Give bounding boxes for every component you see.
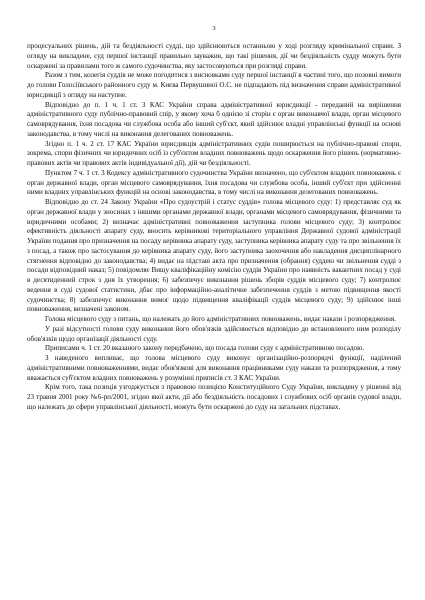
paragraph: Пунктом 7 ч. 1 ст. 3 Кодексу адміністративного судочинства України визначено, що суб'єктом владних повноважень є орган державної влади, орган місцевого самоврядування, їхня посадова чи службова особа, інший суб'єкт при здійсненні ними владних управлінських функцій на основі законодавства, в тому числі на виконання делегованих повноважень. (27, 168, 401, 197)
paragraph: Крім того, така позиція узгоджується з правовою позицією Конституційного Суду України, викладену у рішенні від 23 травня 2001 року №6-рп/2001, згідно якої акти, дії або бездіяльність посадових і службових осіб органів судової влади, що належать до сфери управлінської діяльності, можуть бути оскаржені до суду на загальних підставах. (27, 383, 401, 411)
paragraph: У разі відсутності голови суду виконання його обов'язків здійснюється відповідно до встановленого ним розподілу обов'язків щодо організації діяльності суду. (27, 324, 401, 343)
paragraph: Разом з тим, колегія суддів не може погодитися з висновками суду першої інстанції в частині того, що позовні вимоги до голови Голосіївського районного суду м. Києва Первушиної О.С. не підпадають під визначення справи адміністративної юрисдикції з огляду на наступне. (27, 71, 401, 99)
paragraph: Приписами ч. 1 ст. 20 вказаного закону передбачено, що посада голови суду є адміністративною посадою. (45, 344, 365, 353)
paragraph: Відповідно до п. 1 ч. 1 ст. 3 КАС України справа адміністративної юрисдикції - переданий на вирішення адміністративного суду публічно-правовий спір, у якому хоча б однією зі сторін є орган виконавчої влади, орган місцевого самоврядування, їхня посадова чи службова особа або інший суб'єкт, який здійснює владні управлінські функції на основі законодавства, в тому числі на виконання делегованих повноважень. (27, 100, 401, 138)
document-body (27, 42, 401, 413)
paragraph: Згідно п. 1 ч. 2 ст. 17 КАС України юрисдикція адміністративних судів поширюється на публічно-правові спори, зокрема, спори фізичних чи юридичних осіб із суб'єктом владних повноважень щодо оскарження його рішень (нормативно-правових актів чи правових актів індивідуальної дії), дій чи бездіяльності. (27, 139, 401, 167)
paragraph: Відповідно до ст. 24 Закону України «Про судоустрій і статус суддів» голова місцевого суду: 1) представляє суд як орган державної влади у зносинах з іншими органами державної влади, органами місцевого самоврядування, фізичними та юридичними особами; 2) визначає адміністративні повноваження заступника голови місцевого суду; 3) контролює ефективність діяльності апарату суду, вносить керівникові територіального управління Державної судової адміністрації України подання про призначення на посаду керівника апарату суду, заступника керівника апарату суду та про звільнення їх з посад, а також про застосування до керівника апарату суду, його заступника заохочення або накладення дисциплінарного стягнення відповідно до законодавства; 4) видає на підставі акта про призначення (обрання) суддею чи звільнення судді з посади відповідний наказ; 5) повідомляє Вищу кваліфікаційну комісію суддів України про наявність вакантних посад у суді в десятиденний строк з дня їх утворення; 6) забезпечує виконання рішень зборів суддів місцевого суду; 7) контролює ведення в суді судової статистики, дбає про інформаційно-аналітичне забезпечення суддів з метою підвищення якості судочинства; 8) забезпечує виконання вимог щодо підвищення кваліфікації суддів місцевого суду; 9) здійснює інші повноваження, визначені законом. (27, 198, 401, 314)
page-number: 3 (212, 25, 216, 32)
paragraph: З наведеного випливає, що голова місцевого суду виконує організаційно-розпорядчі функції, наділений адміністративними повноваженнями, видає обов'язкові для виконання працівниками суду накази та розпорядження, а тому вважається суб'єктом владних повноважень у розумінні приписів ст. 3 КАС України. (27, 354, 401, 382)
paragraph: процесуальних рішень, дій та бездіяльності судді, що здійснюються останньою у ході розгляду кримінальної справи. З огляду на викладене, суд першої інстанції правильно зауважив, що такі рішення, дії чи бездіяльність судду можуть бути оскаржені за правилами того ж самого судочинства, яку застосовуються при розгляді справи. (27, 42, 401, 70)
paragraph: Голова місцевого суду з питань, що належать до його адміністративних повноважень, видає накази і розпорядження. (45, 315, 396, 323)
